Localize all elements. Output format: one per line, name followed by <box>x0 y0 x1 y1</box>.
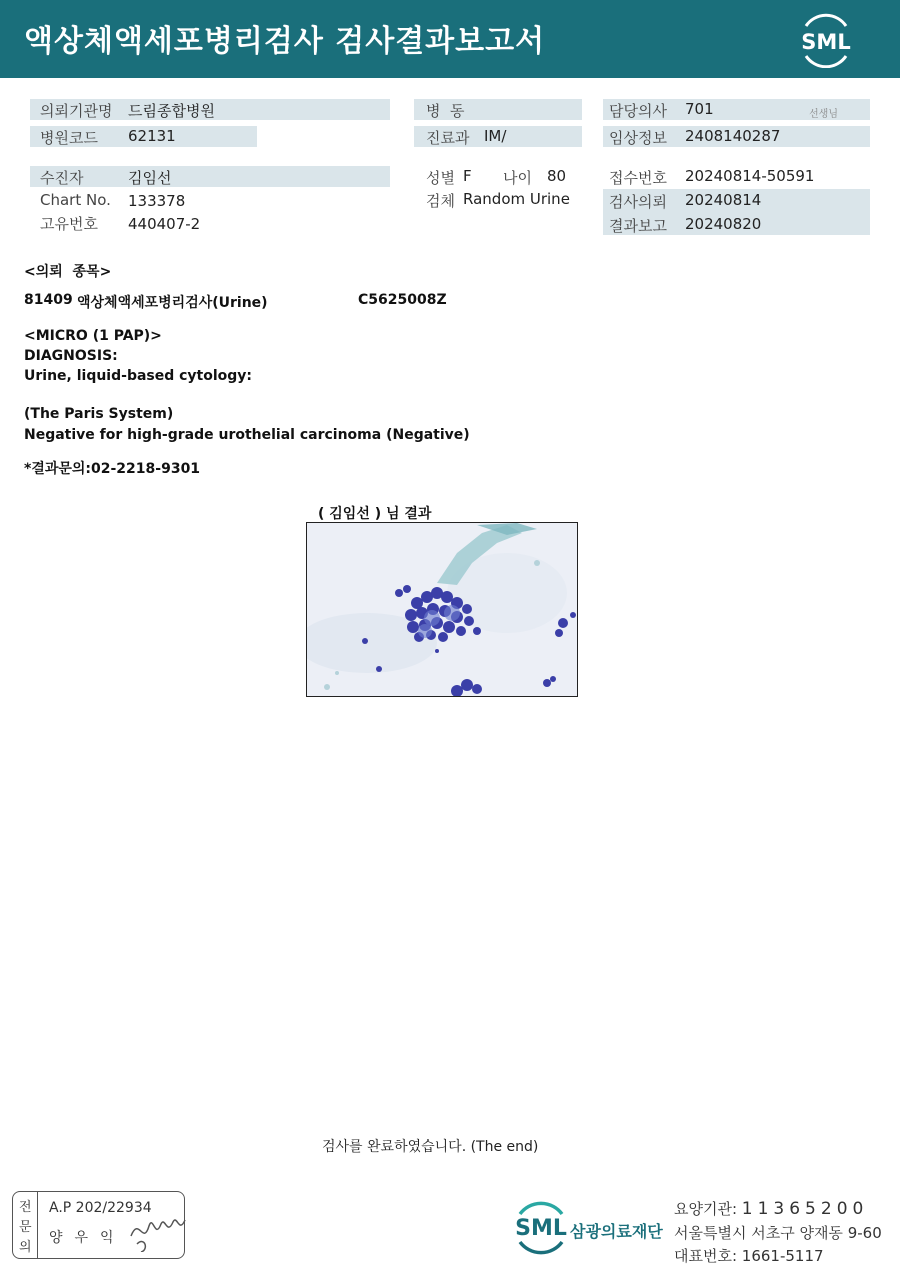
foundation-address: 서울특별시 서초구 양재동 9-60 <box>674 1224 882 1242</box>
label-bar <box>30 166 390 187</box>
micro-heading: <MICRO (1 PAP)> <box>24 328 162 344</box>
diagnosis-label: DIAGNOSIS: <box>24 348 118 364</box>
report-date-label: 결과보고 <box>609 217 667 235</box>
sml-logo-text: SML <box>801 30 851 54</box>
stamp-char: 문 <box>19 1220 32 1235</box>
signature-image <box>129 1206 189 1252</box>
doctor-suffix: 선생님 <box>809 109 838 120</box>
age-value: 80 <box>547 167 567 185</box>
doctor-value: 701 <box>685 100 714 118</box>
specialist-stamp <box>12 1191 185 1259</box>
phone-label: 대표번호: <box>674 1247 742 1265</box>
order-code: 81409 <box>24 292 73 308</box>
stamp-char: 전 <box>19 1200 32 1215</box>
report-title: 액상체액세포병리검사 검사결과보고서 <box>24 24 546 59</box>
foundation-name: 삼광의료재단 <box>570 1222 663 1241</box>
request-value: 20240814 <box>685 191 762 209</box>
doctor-label: 담당의사 <box>609 102 667 120</box>
completion-message: 검사를 완료하였습니다. (The end) <box>322 1139 539 1155</box>
sex-label: 성별 <box>426 169 455 187</box>
clinical-value: 2408140287 <box>685 127 781 145</box>
diagnosis-line-3: Negative for high-grade urothelial carcinoma (Negative) <box>24 427 470 443</box>
chart-value: 133378 <box>128 192 186 210</box>
chart-label: Chart No. <box>40 191 111 209</box>
order-name: 액상체액세포병리검사(Urine) <box>77 295 268 311</box>
hospital-code-value: 62131 <box>128 127 176 145</box>
contact-info: *결과문의:02-2218-9301 <box>24 461 201 477</box>
cytology-micrograph <box>307 523 577 696</box>
sml-footer-logo-text: SML <box>515 1216 567 1241</box>
phone-line <box>674 1245 824 1266</box>
sml-logo <box>796 12 856 68</box>
hospital-code-label: 병원코드 <box>40 129 98 147</box>
request-label: 검사의뢰 <box>609 193 667 211</box>
stamp-char: 의 <box>19 1240 32 1255</box>
institution-code-label: 요양기관: <box>674 1200 742 1218</box>
unique-label: 고유번호 <box>40 215 98 233</box>
specimen-label: 검체 <box>426 192 455 210</box>
stamp-name: 양우익 <box>49 1230 126 1246</box>
report-header <box>0 0 900 78</box>
phone-number: 1661-5117 <box>741 1247 824 1265</box>
dept-value: IM/ <box>484 127 507 145</box>
institution-code-line <box>674 1198 868 1219</box>
cytology-image <box>306 522 578 697</box>
image-caption: ( 김임선 ) 님 결과 <box>318 506 432 522</box>
institution-value: 드림종합병원 <box>128 102 215 120</box>
age-label: 나이 <box>503 169 532 187</box>
patient-value: 김임선 <box>128 169 172 187</box>
sex-value: F <box>463 167 472 185</box>
diagnosis-line-2: (The Paris System) <box>24 406 174 422</box>
report-date-value: 20240820 <box>685 215 762 233</box>
sml-footer-logo <box>510 1198 572 1256</box>
order-heading: <의뢰 종목> <box>24 264 112 280</box>
diagnosis-line-1: Urine, liquid-based cytology: <box>24 368 253 384</box>
patient-label: 수진자 <box>40 169 84 187</box>
order-id: C5625008Z <box>358 292 447 308</box>
stamp-title-column <box>13 1192 38 1258</box>
dept-label: 진료과 <box>426 129 470 147</box>
institution-label: 의뢰기관명 <box>40 102 113 120</box>
receipt-label: 접수번호 <box>609 169 667 187</box>
unique-value: 440407-2 <box>128 215 201 233</box>
receipt-value: 20240814-50591 <box>685 167 815 185</box>
ward-label: 병 동 <box>426 102 465 120</box>
institution-code: 11365200 <box>741 1199 869 1219</box>
specimen-value: Random Urine <box>463 190 570 208</box>
clinical-label: 임상정보 <box>609 129 667 147</box>
stamp-ap-number: A.P 202/22934 <box>49 1200 152 1216</box>
